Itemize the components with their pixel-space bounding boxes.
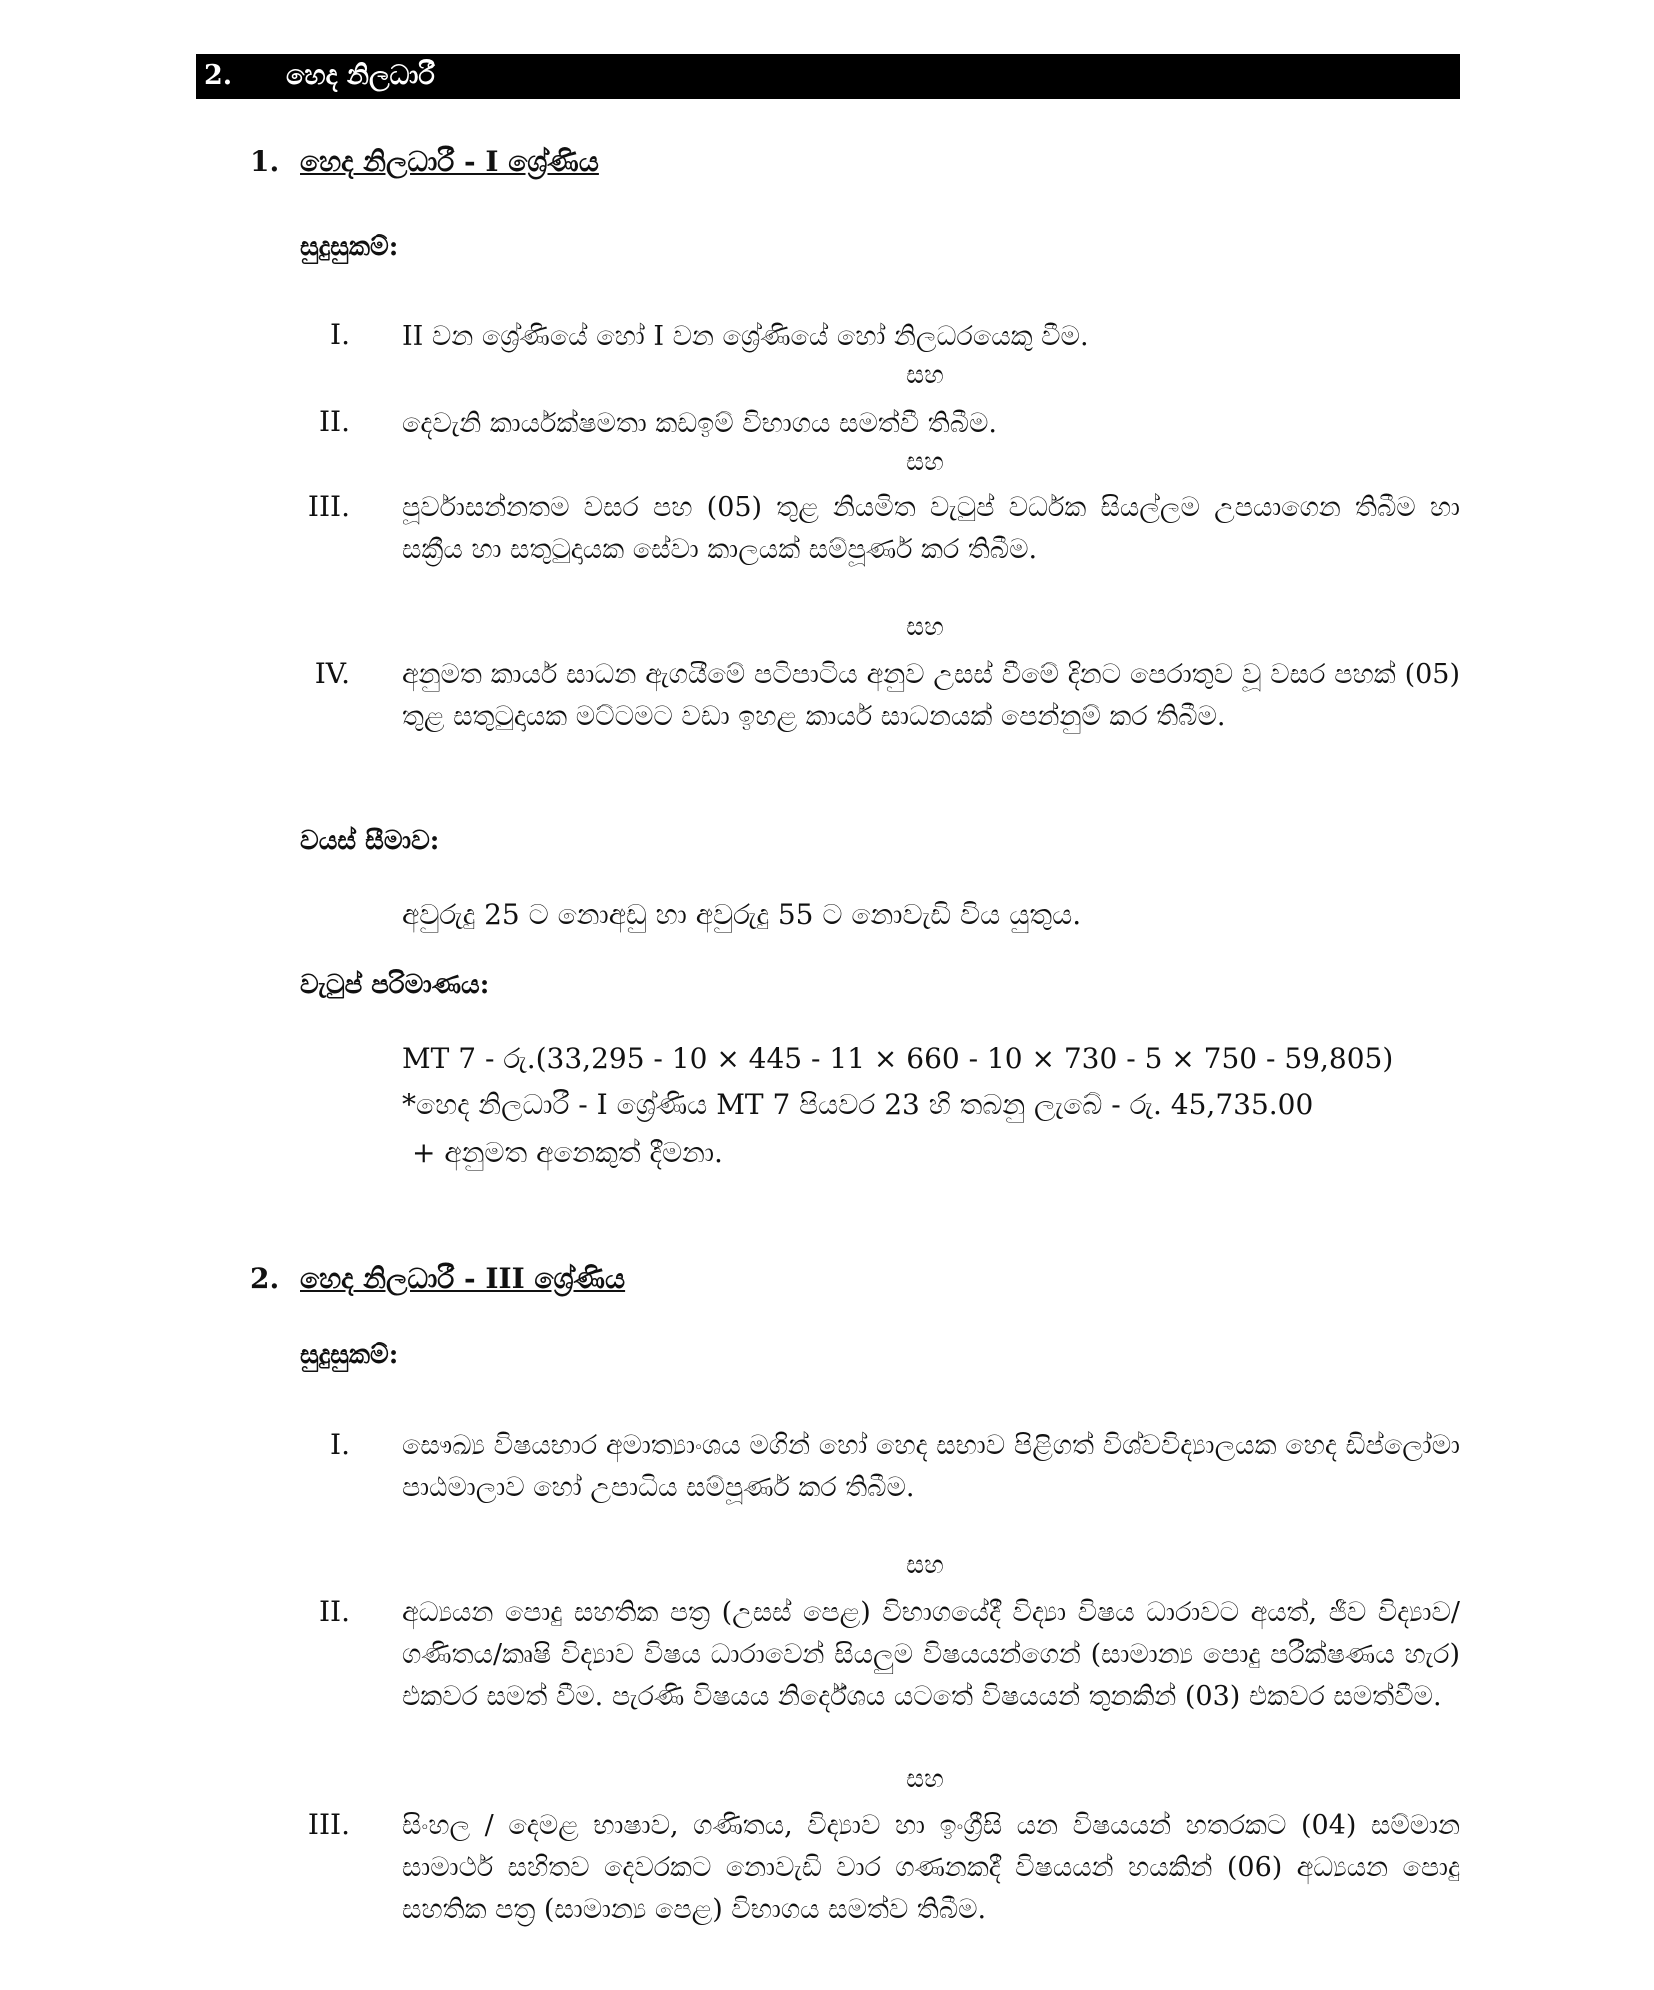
grade1-item-1-numeral: I. [330,318,350,351]
grade3-number: 2. [250,1262,280,1295]
section-title: හෙද නිලධාරී [286,60,435,91]
grade1-item-2-text: දෙවැනි කාර්යක්ෂමතා කඩඉම් විභාගය සමත්වී තිබීම. [402,408,998,439]
section-number: 2. [204,60,233,91]
grade3-item-1-numeral: I. [330,1428,350,1461]
grade1-number: 1. [250,145,280,178]
grade1-item-2-numeral: II. [318,405,350,438]
grade1-item-4-numeral: IV. [314,657,350,690]
grade3-item-3-numeral: III. [307,1808,350,1841]
grade3-item-2-text: අධ්‍යයන පොදු සහතික පත්‍ර (උසස් පෙළ) විභාගයේදී විද්‍යා විෂය ධාරාවට අයත්, ජීව විද්‍යාව/ගණිතය/කෘෂි විද්‍යාව විෂය ධාරාවෙන් සියලුම විෂයයන්ගෙන් (සාමාන්‍ය පොදු පරීක්ෂණය හැර) එකවර සමත් වීම. පැරණි විෂයය නිර්දේශය යටතේ විෂයයන් තුනකින් (03) එකවර සමත්වීම. [402,1597,1460,1712]
grade3-item-3-text: සිංහල / දෙමළ භාෂාව, ගණිතය, විද්‍යාව හා ඉංග්‍රීසි යන විෂයයන් හතරකට (04) සම්මාන සාමාර්ථ සහිතව දෙවරකට නොවැඩි වාර ගණනකදී විෂයයන් හයකින් (06) අධ්‍යයන පොදු සහතික පත්‍ර (සාමාන්‍ය පෙළ) විභාගය සමත්ව තිබීම. [402,1810,1460,1925]
grade3-and-1: සහ [906,1550,944,1579]
grade1-salary-line-2: *හෙද නිලධාරී - I ශ්‍රේණිය MT 7 පියවර 23 හි තබනු ලැබේ - රු. 45,735.00 [402,1088,1314,1121]
grade3-item-2-numeral: II. [318,1595,350,1628]
grade1-salary-line-3: + අනුමත අනෙකුත් දීමනා. [412,1136,723,1169]
grade1-item-1-text: II වන ශ්‍රේණියේ හෝ I වන ශ්‍රේණියේ හෝ නිලධරයෙකු වීම. [402,321,1089,352]
grade1-salary-label: වැටුප් පරිමාණය: [300,970,490,1000]
grade3-and-2: සහ [906,1764,944,1793]
grade1-and-2: සහ [906,447,944,476]
grade1-item-3-numeral: III. [307,490,350,523]
grade3-qualifications-label: සුදුසුකම්: [300,1340,399,1370]
grade1-qualifications-label: සුදුසුකම්: [300,232,399,262]
grade1-item-3-text: පූර්වාසන්නතම වසර පහ (05) තුළ නියමිත වැටුප් වර්ධක සියල්ලම උපයාගෙන තිබීම හා සක්‍රීය හා සතුටුදායක සේවා කාලයක් සම්පූර්ණ කර තිබීම. [402,492,1460,565]
grade1-age-label: වයස් සීමාව: [300,826,440,856]
grade1-and-3: සහ [906,612,944,641]
section-header [196,54,1460,99]
grade1-age-text: අවුරුදු 25 ට නොඅඩු හා අවුරුදු 55 ට නොවැඩි විය යුතුය. [402,898,1082,931]
grade1-title: හෙද නිලධාරී - I ශ්‍රේණිය [300,145,599,178]
grade1-and-1: සහ [906,360,944,389]
grade1-item-4-text: අනුමත කාර්ය සාධන ඇගයීමේ පටිපාටිය අනුව උසස් වීමේ දිනට පෙරාතුව වූ වසර පහක් (05) තුළ සතුටුදායක මට්ටමට වඩා ඉහළ කාර්ය සාධනයක් පෙන්නුම් කර තිබීම. [402,659,1460,732]
grade1-salary-line-1: MT 7 - රු.(33,295 - 10 × 445 - 11 × 660 - 10 × 730 - 5 × 750 - 59,805) [402,1042,1394,1075]
grade3-item-1-text: සෞඛ්‍ය විෂයභාර අමාත්‍යාංශය මගින් හෝ හෙද සභාව පිළිගත් විශ්වවිද්‍යාලයක හෙද ඩිප්ලෝමා පාඨමාලාව හෝ උපාධිය සම්පූර්ණ කර තිබීම. [402,1430,1460,1503]
grade3-title: හෙද නිලධාරී - III ශ්‍රේණිය [300,1262,626,1295]
